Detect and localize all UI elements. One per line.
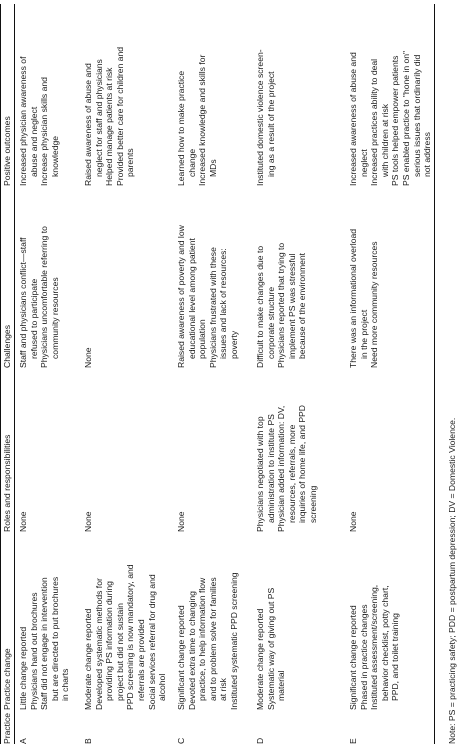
cell-line: None xyxy=(18,511,28,532)
cell-line: serious issues that ordinarily did xyxy=(411,54,422,177)
cell-line: Staff and physicians conflict—staff xyxy=(18,237,28,368)
practice-label: D xyxy=(255,737,265,744)
cell-line: Moderate change reported xyxy=(83,608,93,710)
cell-roles xyxy=(18,511,29,532)
cell-outcomes xyxy=(18,57,60,186)
cell-roles xyxy=(83,511,94,532)
cell-line: Devoted extra time to changing xyxy=(186,591,197,710)
cell-line: ing as a result of the project xyxy=(265,71,276,177)
cell-challenges xyxy=(18,226,60,368)
cell-outcomes xyxy=(348,51,433,186)
header-challenges: Challenges xyxy=(2,325,12,368)
cell-line: None xyxy=(83,511,93,532)
table-bottom-rule xyxy=(434,4,435,744)
cell-line: Provided better care for children and xyxy=(114,46,125,186)
cell-line: Staff did not engage in intervention xyxy=(39,577,50,710)
cell-line: None xyxy=(348,511,358,532)
cell-line: Raised awareness of poverty and low xyxy=(176,225,186,368)
cell-line: Raised awareness of abuse and xyxy=(83,63,93,186)
cell-line: Increased practices ability to deal xyxy=(369,58,380,186)
cell-change xyxy=(255,588,287,710)
cell-change xyxy=(18,577,71,710)
cell-line: refused to participate xyxy=(28,278,39,359)
cell-line: but are directed to put brochures xyxy=(49,576,60,701)
cell-line: PPD screening is now mandatory, and xyxy=(125,564,136,710)
cell-line: Increased physician awareness of xyxy=(18,56,28,186)
cell-line: not address xyxy=(422,132,433,177)
practice-label: B xyxy=(83,738,93,744)
cell-line: referrals are provided xyxy=(135,619,146,701)
cell-line: PS enabled practice to "hone in on" xyxy=(400,50,411,186)
cell-change xyxy=(176,572,240,710)
cell-line: Physicians hand out brochures xyxy=(28,592,39,710)
cell-outcomes xyxy=(176,55,218,186)
cell-line: change xyxy=(186,148,197,177)
cell-line: Systematic way of giving out PS xyxy=(265,587,276,710)
cell-line: Physicians reported that trying to xyxy=(276,242,287,368)
cell-change xyxy=(348,585,401,710)
practice-label: A xyxy=(18,738,28,744)
cell-line: Physicians uncomfortable referring to xyxy=(39,226,50,368)
cell-challenges xyxy=(176,225,240,368)
cell-line: community resources xyxy=(49,277,60,359)
cell-roles xyxy=(176,511,187,532)
cell-line: with children at risk xyxy=(379,103,390,177)
cell-line: MDs xyxy=(207,159,218,177)
header-practice-change: Practice change xyxy=(2,648,12,710)
cell-line: issues and lack of resources: xyxy=(218,248,229,359)
cell-outcomes xyxy=(255,49,276,186)
cell-line: because of the environment xyxy=(297,252,308,359)
cell-line: None xyxy=(83,347,93,368)
cell-roles xyxy=(348,511,359,532)
table-top-rule xyxy=(0,4,1,744)
cell-line: screening xyxy=(307,485,318,523)
cell-line: Difficult to make changes due to xyxy=(255,245,265,368)
cell-line: Helped manage patients at risk xyxy=(104,67,115,186)
cell-line: resources, referrals, more xyxy=(286,424,297,523)
cell-outcomes xyxy=(83,47,136,186)
table-header-rule xyxy=(14,4,15,744)
cell-line: population xyxy=(197,319,208,359)
cell-line: implement PS was stressful xyxy=(286,253,297,359)
cell-line: parents xyxy=(125,148,136,177)
cell-line: material xyxy=(276,670,287,701)
cell-line: Physician added information: DV, xyxy=(276,405,287,532)
cell-line: educational level among patient xyxy=(186,238,197,359)
cell-line: neglect for staff and physicians xyxy=(93,59,104,177)
cell-line: PPD, and toilet training xyxy=(390,613,401,701)
header-practice: Practice xyxy=(2,712,12,744)
cell-line: Increased knowledge and skills for xyxy=(197,54,208,186)
cell-line: corporate structure xyxy=(265,286,276,359)
cell-line: None xyxy=(176,511,186,532)
cell-line: Significant change reported xyxy=(348,605,358,710)
cell-roles xyxy=(255,405,319,532)
cell-line: Social services referral for drug and xyxy=(146,574,157,710)
cell-line: project but did not sustain xyxy=(114,603,125,701)
cell-line: neglect xyxy=(358,149,369,177)
cell-line: knowledge xyxy=(49,135,60,177)
cell-line: inquiries of home life, and PPD xyxy=(297,405,308,523)
cell-line: abuse and neglect xyxy=(28,106,39,177)
cell-line: There was an informational overload xyxy=(348,228,358,368)
cell-line: practice, to help information flow xyxy=(197,577,208,701)
cell-line: Learned how to make practice xyxy=(176,70,186,186)
cell-line: providing PS information during xyxy=(104,581,115,701)
cell-line: in charts xyxy=(60,668,71,701)
practice-label: E xyxy=(348,738,358,744)
cell-challenges xyxy=(83,347,94,368)
cell-challenges xyxy=(255,243,308,368)
cell-line: Increased awareness of abuse and xyxy=(348,52,358,186)
cell-line: and to problem solve for families xyxy=(207,577,218,701)
cell-line: Developed systematic methods for xyxy=(93,578,104,710)
practice-label: C xyxy=(176,737,186,744)
cell-line: Need more community resources xyxy=(369,241,380,368)
cell-line: poverty xyxy=(228,330,239,359)
cell-line: behavior checklist, potty chart, xyxy=(379,585,390,701)
cell-line: Instituted systematic PPD screening xyxy=(228,572,239,710)
cell-line: administration to institute PS xyxy=(265,414,276,523)
cell-line: Increase physician skills and xyxy=(39,77,50,186)
cell-line: Little change reported xyxy=(18,626,28,710)
cell-challenges xyxy=(348,229,380,368)
cell-line: Physicians frustrated with these xyxy=(207,247,218,368)
cell-line: Significant change reported xyxy=(176,605,186,710)
cell-line: alcohol xyxy=(157,673,168,701)
cell-line: Physicians negotiated with top xyxy=(255,416,265,532)
cell-line: Moderate change reported xyxy=(255,608,265,710)
cell-line: PS tools helped empower patients xyxy=(390,55,401,186)
header-outcomes: Positive outcomes xyxy=(2,116,12,186)
cell-line: Phased in practice changes xyxy=(358,604,369,710)
cell-line: in the project xyxy=(358,309,369,359)
table-note: Note: PS = practicing safety; PDD = postpartum depression; DV = Domestic Violence. xyxy=(447,417,457,744)
header-roles: Roles and responsibilities xyxy=(2,434,12,532)
cell-line: Instituted assessment/screening, xyxy=(369,584,380,710)
cell-line: at risk xyxy=(218,678,229,701)
cell-change xyxy=(83,564,168,710)
cell-line: Instituted domestic violence screen- xyxy=(255,49,265,186)
